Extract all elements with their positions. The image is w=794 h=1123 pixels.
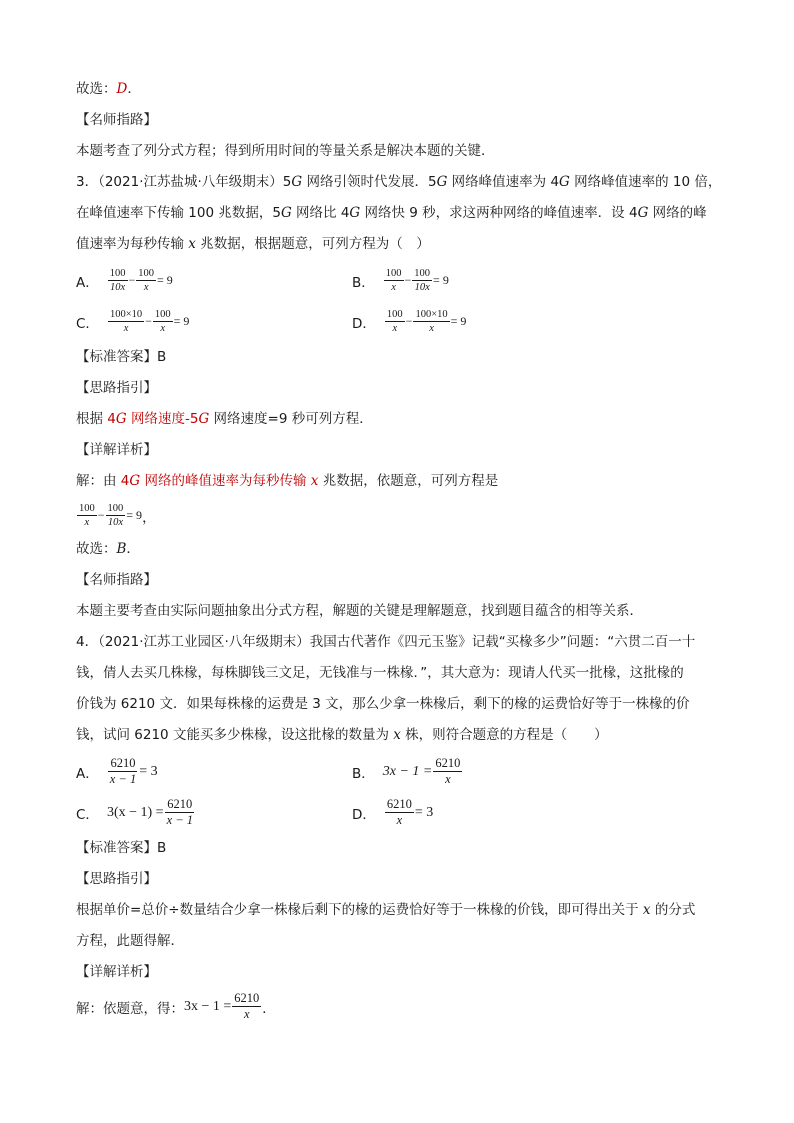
numerator: 100 (414, 268, 431, 279)
text-span: G (291, 174, 303, 190)
fraction (108, 756, 138, 787)
text-span: 网络速度- (126, 411, 190, 427)
fraction (106, 502, 126, 529)
option-label: B． (352, 765, 375, 782)
operator: − (404, 273, 412, 287)
lhs: 3x − 1 = (184, 998, 232, 1014)
fraction (136, 267, 156, 294)
text-span: G (349, 205, 361, 221)
question-4-line-4 (76, 720, 716, 751)
operator: − (405, 314, 413, 328)
option-c[interactable] (76, 301, 189, 342)
numerator: 100 (138, 268, 155, 279)
option-label: D． (352, 315, 376, 332)
text-span: 4 (120, 473, 130, 489)
fraction (385, 797, 414, 828)
fraction (232, 991, 261, 1022)
text-span: x (310, 473, 319, 489)
document-page (76, 74, 722, 1025)
commentary-text: 本题考查了列分式方程；得到所用时间的等量关系是解决本题的关键． (76, 143, 495, 159)
text-span: 在峰值速率下传输 100 兆数据，5 (76, 205, 281, 221)
section-heading: 【详解详析】 (76, 442, 157, 458)
denominator: x − 1 (166, 813, 194, 827)
denominator: 10x (110, 282, 126, 293)
rhs: = 9 (126, 508, 143, 522)
question-4-options-row-2 (76, 792, 716, 833)
denominator: 10x (414, 282, 430, 293)
text-span: 的分式 (650, 902, 696, 918)
text-span: 解：由 (76, 473, 121, 489)
text-span: x (393, 727, 401, 743)
lhs: 3x − 1 = (382, 763, 433, 779)
fraction (412, 267, 432, 294)
numerator: 100×10 (415, 309, 448, 320)
answer-prefix: 故选： (76, 81, 117, 97)
text-span: G (198, 411, 210, 427)
option-label: A． (76, 274, 99, 291)
option-b[interactable] (352, 260, 449, 301)
text-span: 根据单价=总价÷数量结合少拿一株椽后剩下的椽的运费恰好等于一株椽的价钱，即可得出关于 (76, 902, 643, 918)
fraction (108, 267, 128, 294)
option-label: C． (76, 315, 99, 332)
text-span: 兆数据，根据题意，可列方程为（ ） (195, 236, 430, 252)
numerator: 6210 (386, 797, 412, 811)
numerator: 100 (385, 268, 402, 279)
option-a[interactable] (76, 260, 173, 301)
text-span: 钱，试问 6210 文能买多少株椽，设这批椽的数量为 (76, 727, 394, 743)
punctuation: ， (142, 509, 156, 526)
text-span: G (115, 411, 127, 427)
question-4-line-1: 4．（2021·江苏工业园区·八年级期末）我国古代著作《四元玉鉴》记载“买椽多少”问题：“六贯二百一十 (76, 634, 696, 650)
text-span: 3．（2021·江苏盐城·八年级期末）5 (76, 174, 292, 190)
hint-text-cont: 方程，此题得解． (76, 933, 184, 949)
text-span: 兆数据，依题意，可列方程是 (318, 473, 499, 489)
answer-line (76, 534, 716, 565)
option-b[interactable] (352, 751, 463, 792)
operator: − (145, 314, 152, 328)
answer-line (76, 74, 716, 105)
text-span: G (637, 205, 649, 221)
solution-text (76, 466, 716, 497)
fraction (385, 308, 405, 335)
answer-suffix: ． (127, 81, 141, 97)
rhs: = 3 (139, 763, 158, 779)
text-span: 网络引领时代发展．5 (302, 174, 437, 190)
numerator: 6210 (234, 991, 260, 1005)
standard-answer: 【标准答案】B (76, 349, 167, 365)
section-heading: 【详解详析】 (76, 964, 157, 980)
question-3-options-row-1 (76, 260, 716, 301)
numerator: 6210 (435, 756, 461, 770)
rhs: = 9 (450, 314, 467, 328)
hint-text (76, 895, 716, 926)
text-span: 网络的峰值速率为每秒传输 (140, 473, 311, 489)
text-span: G (559, 174, 570, 190)
option-label: C． (76, 806, 99, 823)
text-span: 网络快 9 秒，求这两种网络的峰值速率．设 4 (360, 205, 638, 221)
denominator: x (160, 323, 166, 334)
text-span: ． (126, 541, 140, 557)
text-span: x (188, 236, 196, 252)
question-3-line-1 (76, 167, 722, 198)
option-label: D． (352, 806, 376, 823)
fraction (384, 267, 404, 294)
text-span: 网络速度=9 秒可列方程． (209, 411, 373, 427)
numerator: 6210 (110, 756, 136, 770)
question-4-line-3: 价钱为 6210 文．如果每株椽的运费是 3 文，那么少拿一株椽后，剩下的椽的运费恰好等于一株椽的价 (76, 696, 690, 712)
text-span: G (280, 205, 292, 221)
text-span: B (116, 541, 127, 557)
text-span: 网络比 4 (291, 205, 350, 221)
question-4-line-2: 钱，倩人去买几株椽，每株脚钱三文足，无钱准与一株椽．”，其大意为：现请人代买一批椽，这批椽的 (76, 665, 684, 681)
fraction (413, 308, 449, 335)
question-3-options-row-2 (76, 301, 716, 342)
text-span: 株，则符合题意的方程是（ ） (400, 727, 608, 743)
text-span: 4 (107, 411, 116, 427)
fraction (77, 502, 97, 529)
text-span: 网络峰值速率的 10 倍， (569, 174, 722, 190)
fraction (433, 756, 462, 787)
denominator: x (396, 813, 403, 827)
denominator: x (392, 323, 398, 334)
text-span: 值速率为每秒传输 (76, 236, 189, 252)
operator: − (128, 273, 136, 287)
question-3-line-3 (76, 229, 716, 260)
option-c[interactable] (76, 792, 196, 833)
denominator: x (84, 517, 90, 528)
fraction (165, 797, 195, 828)
solution-equation (76, 497, 716, 534)
text-span: G (129, 473, 141, 489)
numerator: 100 (109, 268, 126, 279)
rhs: = 3 (414, 804, 434, 820)
text-span: 5 (189, 411, 199, 427)
section-heading: 【思路指引】 (76, 871, 157, 887)
rhs: = 9 (173, 314, 190, 328)
denominator: 10x (107, 517, 123, 528)
text-span: x (642, 902, 651, 918)
denominator: x (123, 323, 129, 334)
option-d[interactable] (352, 792, 433, 833)
text-span: 网络峰值速率为 4 (447, 174, 560, 190)
fraction (153, 308, 173, 335)
option-a[interactable] (76, 751, 158, 792)
denominator: x (429, 323, 434, 334)
denominator: x (445, 772, 451, 786)
solution-equation (76, 988, 716, 1025)
rhs: = 9 (157, 273, 173, 287)
section-heading: 【思路指引】 (76, 380, 157, 396)
option-d[interactable] (352, 301, 466, 342)
section-heading: 【名师指路】 (76, 112, 157, 128)
answer-letter: D (116, 81, 128, 97)
numerator: 100 (79, 503, 95, 514)
numerator: 100×10 (109, 309, 143, 320)
standard-answer: 【标准答案】B (76, 840, 167, 856)
question-4-options-row-1 (76, 751, 716, 792)
denominator: x (244, 1007, 250, 1021)
hint-text (76, 404, 716, 435)
rhs: = 9 (433, 273, 449, 287)
numerator: 6210 (167, 797, 193, 811)
option-label: B． (352, 274, 375, 291)
denominator: x − 1 (109, 772, 137, 786)
section-heading: 【名师指路】 (76, 572, 157, 588)
numerator: 100 (386, 309, 403, 320)
denominator: x (143, 282, 149, 293)
punctuation: ． (262, 1000, 276, 1017)
numerator: 100 (107, 503, 124, 514)
text-span: 故选： (76, 541, 117, 557)
commentary-text: 本题主要考查由实际问题抽象出分式方程，解题的关键是理解题意，找到题目蕴含的相等关系． (76, 603, 643, 619)
operator: − (97, 508, 105, 522)
denominator: x (391, 282, 396, 293)
text-span: 网络的峰 (648, 205, 707, 221)
text-span: 根据 (76, 411, 108, 427)
question-3-line-2 (76, 198, 716, 229)
solution-prefix: 解：依题意，得： (76, 1000, 184, 1017)
numerator: 100 (154, 309, 171, 320)
lhs: 3(x − 1) = (106, 804, 164, 820)
text-span: G (436, 174, 448, 190)
fraction (108, 308, 144, 335)
option-label: A． (76, 765, 99, 782)
